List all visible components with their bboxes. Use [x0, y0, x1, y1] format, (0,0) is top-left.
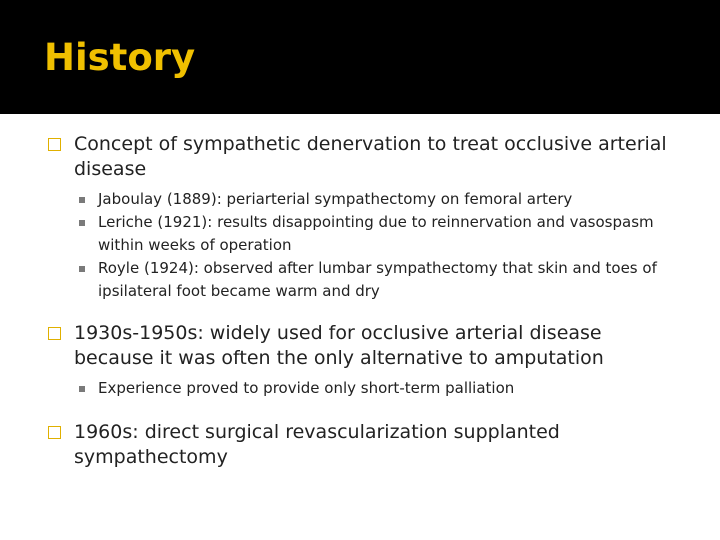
sub-bullet-1-3-text: Royle (1924): observed after lumbar sympathectomy that skin and toes of ipsilateral foot became warm and dry	[98, 259, 657, 300]
bullet-3	[48, 420, 678, 470]
slide-content	[48, 132, 678, 476]
title-rule	[0, 112, 720, 114]
slide-title: History	[44, 36, 196, 79]
square-bullet-icon	[79, 386, 85, 392]
square-outline-bullet-icon	[48, 426, 61, 439]
sub-bullet-2-1	[48, 377, 678, 400]
square-outline-bullet-icon	[48, 327, 61, 340]
square-bullet-icon	[79, 197, 85, 203]
sub-bullet-1-2	[48, 211, 678, 257]
sub-bullet-1-3	[48, 257, 678, 303]
bullet-1-sublist	[48, 188, 678, 303]
sub-bullet-2-1-text: Experience proved to provide only short-term palliation	[98, 379, 515, 397]
square-bullet-icon	[79, 220, 85, 226]
sub-bullet-1-1-text: Jaboulay (1889): periarterial sympathectomy on femoral artery	[98, 190, 573, 208]
bullet-3-text: 1960s: direct surgical revascularization supplanted sympathectomy	[74, 421, 560, 468]
bullet-2-sublist	[48, 377, 678, 400]
sub-bullet-1-1	[48, 188, 678, 211]
bullet-2-text: 1930s-1950s: widely used for occlusive arterial disease because it was often the only alternative to amputation	[74, 322, 604, 369]
square-outline-bullet-icon	[48, 138, 61, 151]
bullet-2	[48, 321, 678, 371]
bullet-1	[48, 132, 678, 182]
bullet-1-text: Concept of sympathetic denervation to treat occlusive arterial disease	[74, 133, 667, 180]
square-bullet-icon	[79, 266, 85, 272]
sub-bullet-1-2-text: Leriche (1921): results disappointing due to reinnervation and vasospasm within weeks of operation	[98, 213, 654, 254]
